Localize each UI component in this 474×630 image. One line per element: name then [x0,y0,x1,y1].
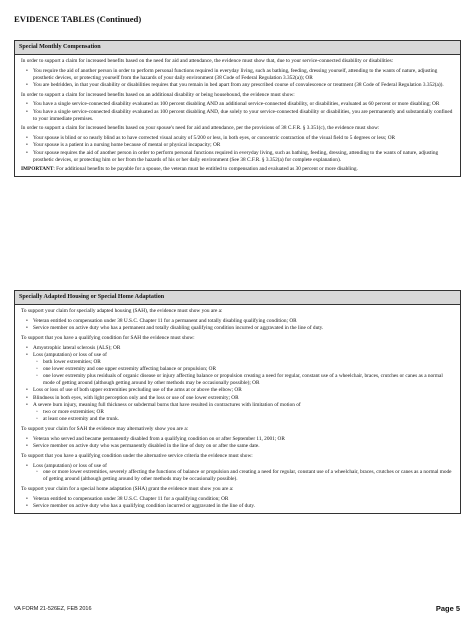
smc-section [14,40,461,177]
list-item: • Amyotrophic lateral sclerosis (ALS); OR [33,345,454,352]
sub-list-item: ◦ one lower extremity plus residuals of organic disease or injury affecting balance or propulsion creating a need for regular, constant use of a wheelchair, braces, crutches or canes as a normal mode of getting around (although getting around by other methods may be occasionally possible); OR [43,373,454,387]
page-number: Page 5 [435,604,460,613]
smc-paragraph-2: In order to support a claim for increased benefits based on an additional disability or being housebound, the evidence must show: [21,91,295,98]
smc-list-2 [21,101,454,122]
alt-loss-sublist [33,469,454,483]
page-heading: EVIDENCE TABLES (Continued) [14,14,142,24]
sah-paragraph-5: To support your claim for a special home adaptation (SHA) grant the evidence must show you are a: [21,486,234,493]
sub-list-item: ◦ one or more lower extremities, severely affecting the functions of balance or propulsion and creating a need for regular, constant use of a wheelchair, braces, crutches or canes as a normal mode of getting around (although getting around by other methods may be occasionally possible). [43,469,454,483]
list-item [33,402,454,423]
smc-section-body [15,55,460,173]
list-item: • Blindness in both eyes, with light perception only and the loss or use of one lower extremity; OR [33,395,454,402]
list-item: • You require the aid of another person in order to perform personal functions required in everyday living, such as bathing, feeding, dressing yourself, attending to the wants of nature, adjusting prosthetic devices, or protecting yourself from the hazards of your daily environment (38 Code of Federal Regulation 3.352(a)); OR [33,68,454,82]
smc-list-3 [21,135,454,163]
form-id: VA FORM 21-526EZ, FEB 2016 [14,606,92,612]
list-item: • Your spouse is a patient in a nursing home because of mental or physical incapacity; OR [33,142,454,149]
list-item: • Veteran entitled to compensation under 38 U.S.C. Chapter 11 for a permanent and totally disabling qualifying condition; OR [33,318,454,325]
burn-sublist [33,409,454,423]
sah-paragraph-4: To support that you have a qualifying condition under the alternative service criteria the evidence must show: [21,452,253,459]
smc-list-1 [21,68,454,89]
smc-paragraph-1: In order to support a claim for increased benefits based on the need for aid and attendance, the evidence must show that, due to your service-connected disability or disabilities: [21,58,394,64]
list-item: • You have a single service-connected disability evaluated as 100 percent disabling AND, due solely to your service-connected disability or disabilities, you are permanently and substantially confined to your immediate premises. [33,109,454,123]
list-item: • You are bedridden, in that your disability or disabilities requires that you remain in bed apart from any prescribed course of convalescence or treatment (38 Code of Federal Regulation 3.352(a)). [33,82,454,89]
list-item [33,463,454,483]
sah-section-body [15,305,460,510]
smc-paragraph-3: In order to support a claim for increased benefits based on your spouse's need for aid and attendance, per the provisions of 38 C.F.R. § 3.351(c), the evidence must show: [21,125,380,132]
sah-list-2 [21,345,454,423]
sub-list-item: ◦ at least one extremity and the trunk. [43,416,454,423]
sah-list-5 [21,496,454,510]
sah-section [14,290,461,514]
smc-section-title: Special Monthly Compensation [15,41,460,55]
sub-list-item: ◦ both lower extremities; OR [43,359,454,366]
sah-paragraph-1: To support your claim for specially adapted housing (SAH), the evidence must show you are a: [21,308,223,314]
important-text: : For additional benefits to be payable for a spouse, the veteran must be entitled to compensation and evaluated as 30 percent or more disabling. [53,166,358,173]
list-item-text: A severe burn injury, meaning full thickness or subdermal burns that have resulted in contractures with limitation of motion of [33,402,301,409]
list-item: • Veteran who served and became permanently disabled from a qualifying condition on or after September 11, 2001; OR [33,436,454,443]
list-item: • Your spouse is blind or so nearly blind as to have corrected visual acuity of 5/200 or less, in both eyes, or concentric contraction of the visual field to 5 degrees or less; OR [33,135,454,142]
sah-section-title: Specially Adapted Housing or Special Home Adaptation [15,291,460,305]
list-item: • Service member on active duty who has a qualifying condition incurred or aggravated in the line of duty. [33,503,454,510]
sah-paragraph-3: To support your claim for SAH the evidence may alternatively show you are a: [21,425,189,432]
list-item: • Loss or loss of use of both upper extremities precluding use of the arms at or above the elbow; OR [33,387,454,394]
smc-important-note [21,166,454,173]
list-item: • Your spouse requires the aid of another person in order to perform personal functions required in everyday living, such as bathing, feeding, dressing, attending to the wants of nature, adjusting prosthetic devices, or protecting him or her from the hazards of his or her daily environment (See 38 C.F.R. § 3.352(a) for complete explanation). [33,150,454,164]
list-item-text: Loss (amputation) or loss of use of [33,462,107,469]
sah-list-4 [21,463,454,483]
sah-list-3 [21,436,454,450]
sah-list-1 [21,318,454,332]
list-item: • You have a single service-connected disability evaluated as 100 percent disabling AND an additional service-connected disability, or disabilities, evaluated as 60 percent or more disabling; OR [33,101,454,108]
sub-list-item: ◦ one lower extremity and one upper extremity affecting balance or propulsion; OR [43,366,454,373]
list-item [33,352,454,387]
important-label: IMPORTANT [21,166,54,173]
list-item-text: Loss (amputation) or loss of use of [33,351,107,358]
loss-sublist [33,359,454,387]
list-item: • Veteran entitled to compensation under 38 U.S.C. Chapter 11 for a qualifying condition; OR [33,496,454,503]
list-item: • Service member on active duty who was permanently disabled in the line of duty on or after the same date. [33,443,454,450]
list-item: • Service member on active duty who has a permanent and totally disabling qualifying condition incurred or aggravated in the line of duty. [33,325,454,332]
sub-list-item: ◦ two or more extremities; OR [43,409,454,416]
sah-paragraph-2: To support that you have a qualifying condition for SAH the evidence must show: [21,334,195,341]
